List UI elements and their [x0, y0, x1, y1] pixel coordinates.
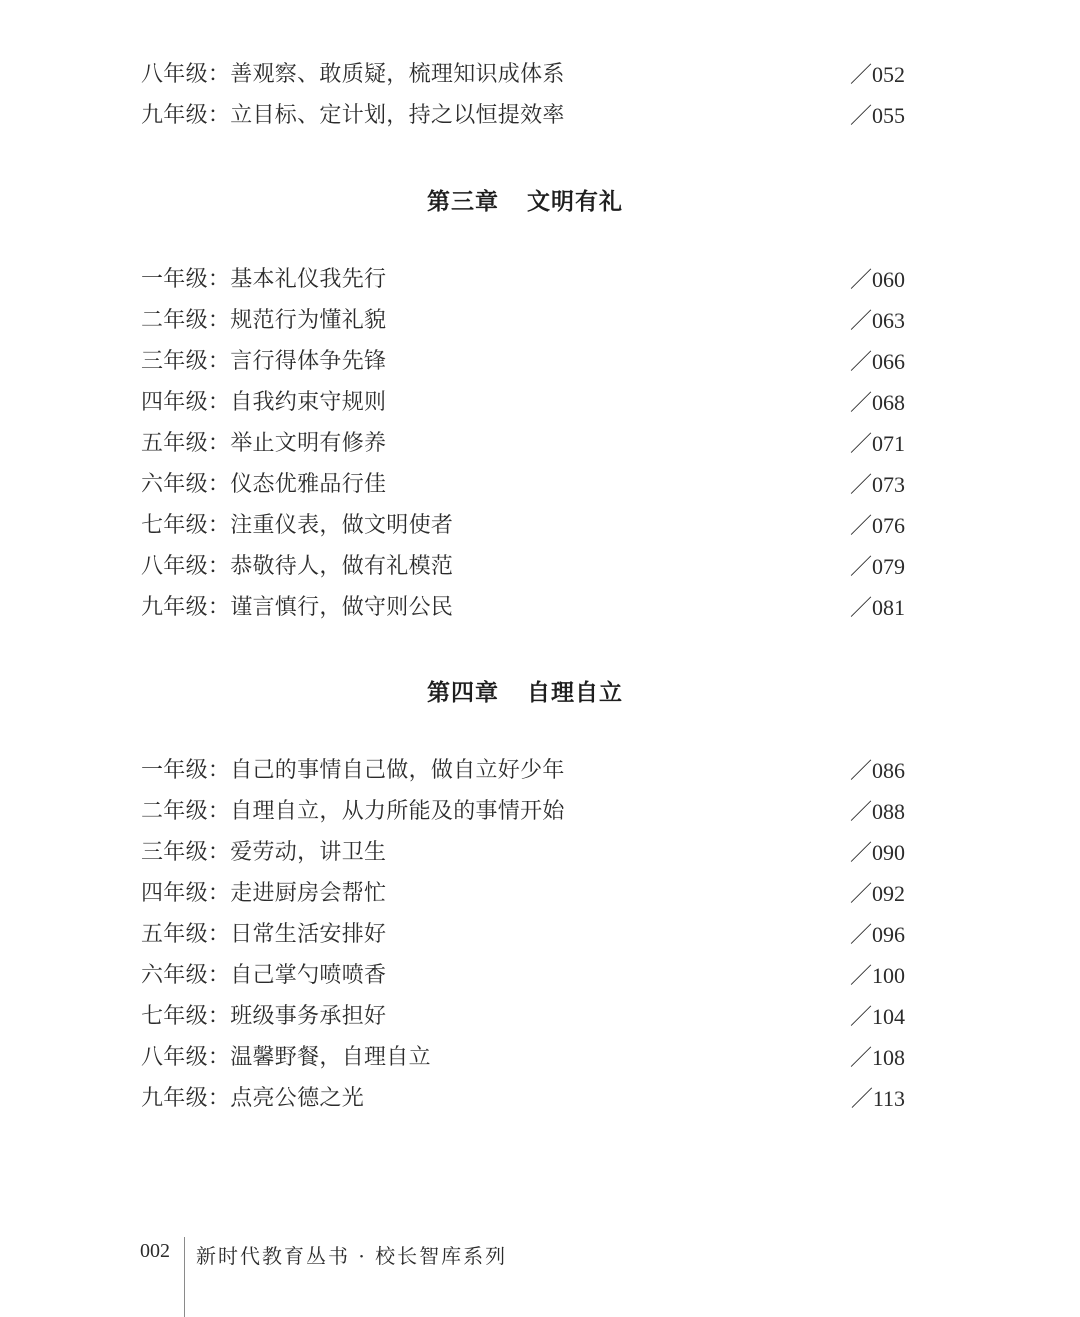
toc-entry-page: ／055 — [849, 103, 905, 128]
toc-entry[interactable] — [141, 955, 907, 996]
toc-entry[interactable] — [141, 341, 907, 382]
chapter-number: 第三章 — [427, 189, 499, 215]
toc-entry-page: ／068 — [849, 390, 905, 415]
toc-entry[interactable] — [141, 382, 907, 423]
toc-entry-title: 六年级：仪态优雅品行佳 — [141, 472, 387, 497]
toc-entry-title: 八年级：温馨野餐，自理自立 — [141, 1045, 431, 1070]
toc-entry[interactable] — [141, 423, 907, 464]
toc-entry-page: ／086 — [849, 758, 905, 783]
toc-entry-title: 四年级：自我约束守规则 — [141, 390, 387, 415]
toc-section-continued — [141, 54, 907, 136]
chapter-heading-3 — [0, 183, 1050, 216]
toc-entry-title: 二年级：规范行为懂礼貌 — [141, 308, 387, 333]
toc-entry-title: 七年级：班级事务承担好 — [141, 1004, 387, 1029]
toc-entry[interactable] — [141, 832, 907, 873]
toc-entry-page: ／088 — [849, 799, 905, 824]
toc-section-chapter-3 — [141, 259, 907, 628]
toc-entry-page: ／076 — [849, 513, 905, 538]
toc-entry-title: 五年级：日常生活安排好 — [141, 922, 387, 947]
toc-entry-title: 三年级：爱劳动，讲卫生 — [141, 840, 387, 865]
toc-entry[interactable] — [141, 750, 907, 791]
toc-entry-title: 九年级：点亮公德之光 — [141, 1086, 365, 1111]
toc-entry-page: ／073 — [849, 472, 905, 497]
toc-entry[interactable] — [141, 791, 907, 832]
toc-entry-title: 二年级：自理自立，从力所能及的事情开始 — [141, 799, 565, 824]
toc-entry-page: ／063 — [849, 308, 905, 333]
toc-entry[interactable] — [141, 914, 907, 955]
toc-entry-page: ／113 — [850, 1086, 905, 1111]
toc-entry-page: ／104 — [849, 1004, 905, 1029]
toc-entry-page: ／096 — [849, 922, 905, 947]
toc-entry[interactable] — [141, 259, 907, 300]
toc-entry[interactable] — [141, 1037, 907, 1078]
toc-entry[interactable] — [141, 95, 907, 136]
toc-entry[interactable] — [141, 300, 907, 341]
toc-entry-page: ／108 — [849, 1045, 905, 1070]
toc-entry-title: 九年级：谨言慎行，做守则公民 — [141, 595, 454, 620]
toc-entry-title: 一年级：基本礼仪我先行 — [141, 267, 387, 292]
toc-entry-title: 五年级：举止文明有修养 — [141, 431, 387, 456]
footer-divider — [184, 1237, 185, 1317]
toc-entry-title: 六年级：自己掌勺喷喷香 — [141, 963, 387, 988]
chapter-heading-4 — [0, 674, 1050, 707]
toc-entry-page: ／066 — [849, 349, 905, 374]
toc-entry[interactable] — [141, 505, 907, 546]
toc-entry-page: ／071 — [849, 431, 905, 456]
chapter-title: 自理自立 — [527, 680, 623, 706]
chapter-number: 第四章 — [427, 680, 499, 706]
chapter-title: 文明有礼 — [527, 189, 623, 215]
toc-entry-title: 七年级：注重仪表，做文明使者 — [141, 513, 454, 538]
toc-entry-page: ／079 — [849, 554, 905, 579]
footer-series-title: 新时代教育丛书 · 校长智库系列 — [196, 1244, 508, 1268]
toc-entry-title: 四年级：走进厨房会帮忙 — [141, 881, 387, 906]
toc-entry[interactable] — [141, 1078, 907, 1119]
toc-entry[interactable] — [141, 546, 907, 587]
toc-entry-page: ／092 — [849, 881, 905, 906]
toc-entry-page: ／060 — [849, 267, 905, 292]
toc-entry-page: ／081 — [849, 595, 905, 620]
toc-section-chapter-4 — [141, 750, 907, 1119]
footer-page-number: 002 — [140, 1240, 170, 1262]
toc-entry[interactable] — [141, 996, 907, 1037]
toc-entry-title: 八年级：恭敬待人，做有礼模范 — [141, 554, 454, 579]
toc-entry-title: 八年级：善观察、敢质疑，梳理知识成体系 — [141, 62, 565, 87]
toc-entry[interactable] — [141, 464, 907, 505]
toc-entry[interactable] — [141, 873, 907, 914]
toc-entry[interactable] — [141, 54, 907, 95]
toc-entry-page: ／052 — [849, 62, 905, 87]
toc-entry-page: ／100 — [849, 963, 905, 988]
toc-entry[interactable] — [141, 587, 907, 628]
toc-entry-title: 三年级：言行得体争先锋 — [141, 349, 387, 374]
toc-entry-page: ／090 — [849, 840, 905, 865]
toc-entry-title: 一年级：自己的事情自己做，做自立好少年 — [141, 758, 565, 783]
toc-entry-title: 九年级：立目标、定计划，持之以恒提效率 — [141, 103, 565, 128]
